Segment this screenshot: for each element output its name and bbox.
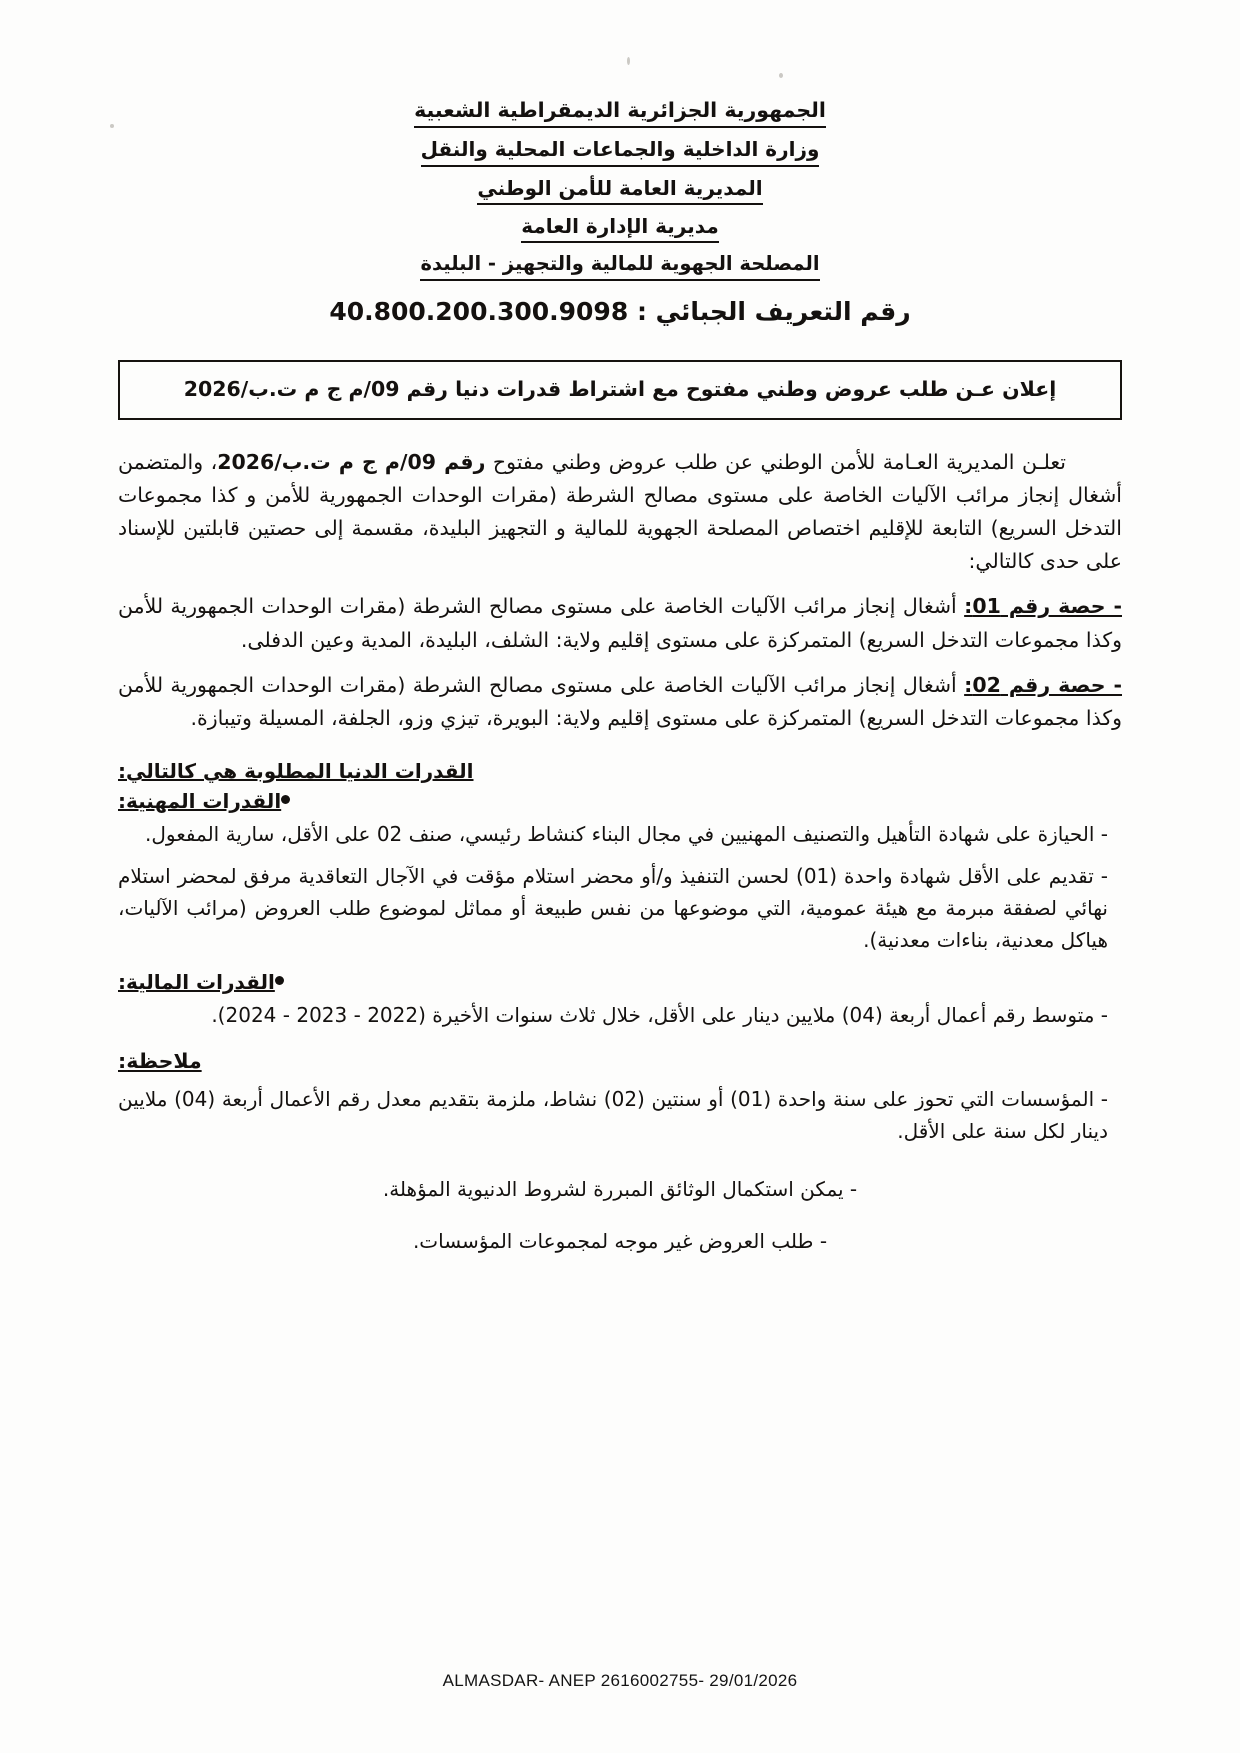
lot-01-wilayas: الشلف، البليدة، المدية وعين الدفلى. xyxy=(240,627,550,652)
lot-01-label: - حصة رقم 01: xyxy=(964,594,1122,619)
note-item-1: - المؤسسات التي تحوز على سنة واحدة (01) أو سنتين (02) نشاط، ملزمة بتقديم معدل رقم الأعمال أربعة (04) ملايين دينار لكل سنة على الأقل. xyxy=(118,1087,1108,1144)
lot-02-label: - حصة رقم 02: xyxy=(964,672,1122,697)
intro-line-4: للإقليم اختصاص المصلحة الجهوية للمالية و التجهيز البليدة، مقسمة إلى حصتين قابلتين للإسناد xyxy=(118,516,924,541)
intro-reference-number: رقم 09/م ج م ت.ب/2026 xyxy=(217,449,486,474)
footer-anep-reference: ALMASDAR- ANEP 2616002755- 29/01/2026 xyxy=(442,1671,798,1690)
tax-id-label: رقم التعريف الجبائي : xyxy=(636,296,911,326)
intro-line-3: مصالح الشرطة (مقرات الوحدات الجمهورية للأمن و كذا مجموعات التدخل السريع) التابعة xyxy=(118,482,1122,541)
professional-item-2: - تقديم على الأقل شهادة واحدة (01) لحسن التنفيذ و/أو محضر استلام مؤقت في الآجال التعاقدية مرفق لمحضر استلام نهائي لصفقة مبرمة مع هيئة عمومية، التي موضوعها من نفس طبيعة أو مماثل لموضوع طلب العروض (مرائب الآليات، هياكل معدنية، بناءات معدنية). xyxy=(118,864,1108,953)
capacity-group-financial-label-row xyxy=(118,970,1122,994)
lot-02-wilayas: البويرة، تيزي وزو، الجلفة، المسيلة وتيبازة. xyxy=(190,706,550,731)
letterhead-line-country: الجمهورية الجزائرية الديمقراطية الشعبية xyxy=(414,96,826,128)
financial-item-1: - متوسط رقم أعمال أربعة (04) ملايين دينار على الأقل، خلال ثلاث سنوات الأخيرة (2022 - 2023 - 2024). xyxy=(211,1003,1108,1028)
capacities-heading: القدرات الدنيا المطلوبة هي كالتالي: xyxy=(118,759,474,784)
intro-paragraph xyxy=(118,446,1122,579)
tax-id-line xyxy=(118,297,1122,326)
letterhead xyxy=(118,96,1122,288)
document-sheet xyxy=(118,96,1122,1261)
intro-line-1: تعلـن المديرية العـامة للأمن الوطني عن طلب عروض وطني مفتوح xyxy=(492,449,1066,474)
announcement-title: إعلان عـن طلب عروض وطني مفتوح مع اشتراط قدرات دنيا رقم 09/م ج م ت.ب/2026 xyxy=(183,376,1057,401)
capacity-group-professional xyxy=(118,789,1122,956)
intro-line-5: على حدى كالتالي: xyxy=(968,549,1122,574)
note-item-2: - يمكن استكمال الوثائق المبررة لشروط الدنيوية المؤهلة. xyxy=(382,1177,858,1202)
intro-line-2: ، والمتضمن أشغال إنجاز مرائب الآليات الخاصة على مستوى xyxy=(118,449,1122,507)
bullet-dot-icon xyxy=(275,976,284,985)
capacity-group-professional-label-row xyxy=(118,789,1122,813)
announcement-title-box xyxy=(118,360,1122,420)
scan-speck xyxy=(779,73,783,78)
capacity-group-financial xyxy=(118,970,1122,1031)
note-heading: ملاحظة: xyxy=(118,1049,202,1074)
lot-01 xyxy=(118,590,1122,656)
capacity-group-professional-label: القدرات المهنية: xyxy=(118,789,282,814)
letterhead-line-regional-service: المصلحة الجهوية للمالية والتجهيز - البليدة xyxy=(420,250,819,281)
lot-01-body: أشغال إنجاز مرائب الآليات الخاصة على مستوى مصالح الشرطة (مقرات الوحدات الجمهورية للأمن وكذا مجموعات التدخل السريع) المتمركزة على مستوى إقليم ولاية: xyxy=(118,594,1122,652)
letterhead-line-directorate-general: المديرية العامة للأمن الوطني xyxy=(477,174,762,205)
bullet-dot-icon xyxy=(281,795,290,804)
lot-02 xyxy=(118,669,1122,735)
tax-id-number: 40.800.200.300.9098 xyxy=(329,296,629,326)
capacities-list xyxy=(118,789,1122,1031)
scan-speck xyxy=(627,57,630,65)
letterhead-line-administration: مديرية الإدارة العامة xyxy=(521,212,718,243)
note-item-3: - طلب العروض غير موجه لمجموعات المؤسسات. xyxy=(412,1229,828,1254)
professional-item-1: - الحيازة على شهادة التأهيل والتصنيف المهنيين في مجال البناء كنشاط رئيسي، صنف 02 على الأقل، سارية المفعول. xyxy=(145,822,1108,847)
letterhead-line-ministry: وزارة الداخلية والجماعات المحلية والنقل xyxy=(421,135,820,166)
capacity-group-financial-label: القدرات المالية: xyxy=(118,970,275,995)
scan-speck xyxy=(110,124,114,128)
lot-02-body: أشغال إنجاز مرائب الآليات الخاصة على مستوى مصالح الشرطة (مقرات الوحدات الجمهورية للأمن وكذا مجموعات التدخل السريع) المتمركزة على مستوى إقليم ولاية: xyxy=(118,672,1122,731)
